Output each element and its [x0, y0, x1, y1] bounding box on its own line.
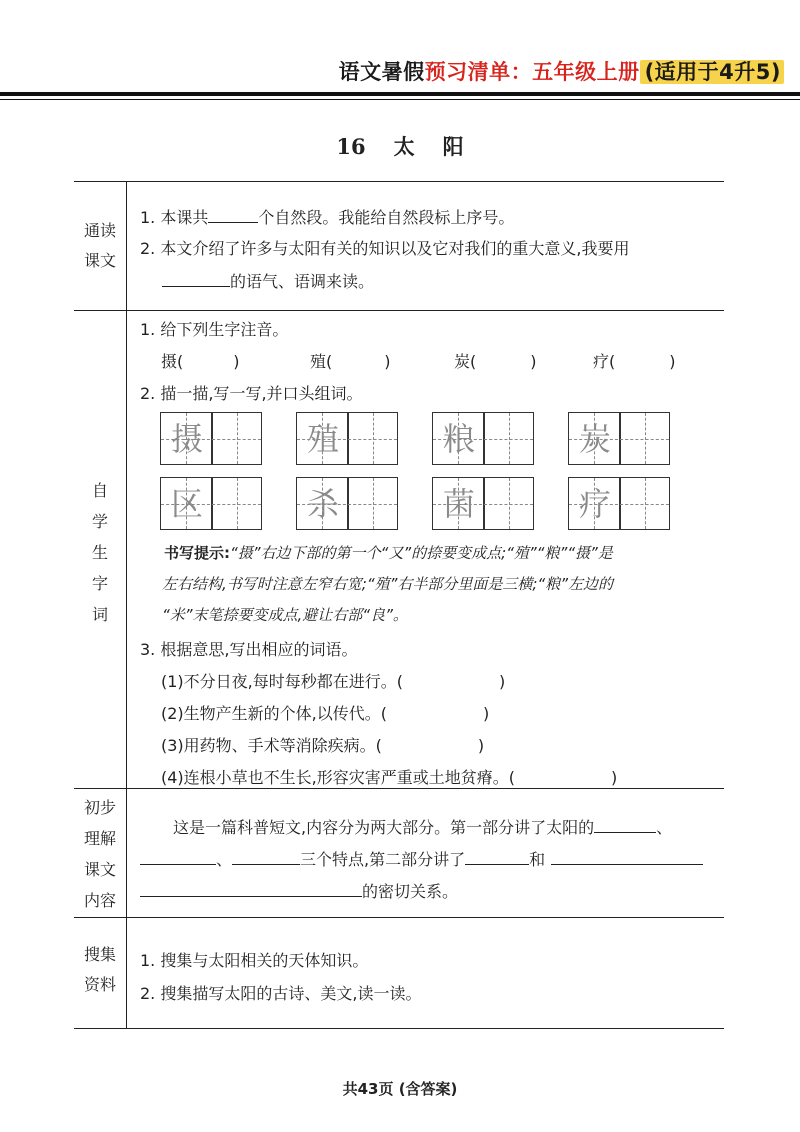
word-item-3-text: (3)用药物、手术等消除疾病。(	[161, 736, 382, 755]
section2-label-2: 学	[91, 512, 108, 531]
char-grid-2[interactable]	[296, 412, 398, 465]
row-divider-1	[74, 310, 724, 311]
word-item-4	[161, 765, 617, 788]
pinyin-item-1	[161, 349, 240, 372]
pinyin-char-1: 摄(	[161, 352, 184, 371]
header-title-a: 语文暑假	[338, 60, 425, 84]
lesson-title-char-1: 太	[393, 134, 415, 159]
s3-line-1	[173, 815, 672, 838]
s3-line-2-b: 三个特点,第二部分讲了	[300, 850, 466, 869]
trace-char-2: 殖	[306, 420, 339, 458]
s4-line-1: 1. 搜集与太阳相关的天体知识。	[140, 951, 369, 970]
s3-line-2	[140, 847, 703, 870]
trace-char-7: 菌	[442, 485, 475, 523]
s1-line-1-b: 个自然段。我能给自然段标上序号。	[258, 208, 515, 227]
sun-feature-blank-1[interactable]	[594, 818, 656, 833]
word-item-2-text: (2)生物产生新的个体,以传代。(	[161, 704, 387, 723]
word-item-3	[161, 733, 484, 756]
table-border-bottom	[74, 1028, 724, 1029]
s4-line-2: 2. 搜集描写太阳的古诗、美文,读一读。	[140, 984, 422, 1003]
s1-line-3-b: 的语气、语调来读。	[230, 272, 375, 291]
section2-label	[74, 475, 126, 630]
word-item-1-text: (1)不分日夜,每时每秒都在进行。(	[161, 672, 403, 691]
table-border-top	[74, 181, 724, 182]
s3-line-2-mid: 、	[216, 850, 233, 869]
section2-label-1: 自	[91, 481, 108, 500]
section3-label-1: 初步	[83, 798, 116, 817]
s1-line-3	[162, 269, 374, 292]
char-grid-3[interactable]	[432, 412, 534, 465]
section3-label-2: 理解	[83, 829, 116, 848]
section1-label	[74, 216, 126, 276]
s3-line-2-c: 和	[529, 850, 546, 869]
char-grid-7[interactable]	[432, 477, 534, 530]
s3-line-1-end: 、	[656, 818, 673, 837]
pinyin-close-2: )	[384, 352, 391, 371]
writing-tip-label: 书写提示:	[164, 544, 230, 562]
section2-label-5: 词	[91, 605, 108, 624]
s1-line-1-a: 1. 本课共	[140, 208, 209, 227]
word-item-2	[161, 701, 489, 724]
trace-char-1: 摄	[170, 420, 203, 458]
sun-feature-blank-3[interactable]	[232, 850, 300, 865]
writing-tip-line-2: 左右结构,书写时注意左窄右宽;“殖”右半部分里面是三横;“粮”左边的	[162, 575, 613, 593]
relation-blank-3[interactable]	[140, 882, 362, 897]
pinyin-char-4: 疗(	[593, 352, 616, 371]
writing-tip-text-1: “摄”右边下部的第一个“又”的捺要变成点;“殖”“粮”“摄”是	[230, 544, 613, 562]
char-grid-6[interactable]	[296, 477, 398, 530]
pinyin-item-2	[310, 349, 391, 372]
s3-line-1-text: 这是一篇科普短文,内容分为两大部分。第一部分讲了太阳的	[173, 818, 595, 837]
header-title-b: 预习清单：五年级上册	[424, 60, 640, 84]
section4-label	[74, 940, 126, 1000]
trace-char-3: 粮	[442, 420, 475, 458]
word-item-4-close: )	[611, 768, 618, 787]
pinyin-char-2: 殖(	[310, 352, 333, 371]
char-grid-4[interactable]	[568, 412, 670, 465]
word-item-4-text: (4)连根小草也不生长,形容灾害严重或土地贫瘠。(	[161, 768, 515, 787]
s3-line-3	[140, 879, 458, 902]
section1-label-1: 通读	[83, 221, 116, 240]
page-footer: 共43页 (含答案)	[342, 1080, 458, 1098]
row-divider-3	[74, 917, 724, 918]
pinyin-close-1: )	[233, 352, 240, 371]
lesson-title	[0, 131, 800, 161]
word-item-2-close: )	[483, 704, 490, 723]
relation-blank-2[interactable]	[551, 850, 703, 865]
paragraph-count-blank[interactable]	[208, 208, 258, 223]
header-title-c: (适用于4升5)	[640, 60, 784, 84]
trace-char-8: 疗	[578, 485, 611, 523]
trace-char-5: 区	[170, 485, 203, 523]
trace-char-6: 杀	[306, 485, 339, 523]
pinyin-close-4: )	[669, 352, 676, 371]
trace-char-4: 炭	[578, 420, 611, 458]
writing-tip-line-3: “米”末笔捺要变成点,避让右部“良”。	[162, 606, 408, 624]
section2-label-3: 生	[91, 543, 108, 562]
word-item-3-close: )	[477, 736, 485, 755]
header-rule-thin	[0, 99, 800, 100]
header-title	[339, 56, 784, 86]
s1-line-2: 2. 本文介绍了许多与太阳有关的知识以及它对我们的重大意义,我要用	[140, 239, 630, 258]
char-grid-1[interactable]	[160, 412, 262, 465]
page-header	[0, 56, 800, 90]
preview-table	[74, 181, 724, 1029]
column-divider	[126, 181, 127, 1029]
lesson-title-char-2: 阳	[442, 134, 464, 159]
writing-tip-line-1	[164, 542, 613, 563]
lesson-number: 16	[336, 134, 366, 159]
row-divider-2	[74, 788, 724, 789]
s2-question-1: 1. 给下列生字注音。	[140, 320, 289, 339]
s2-question-2: 2. 描一描,写一写,并口头组词。	[140, 384, 363, 403]
section1-label-2: 课文	[83, 251, 116, 270]
word-item-1-close: )	[499, 672, 506, 691]
word-item-1	[161, 669, 505, 692]
char-grid-5[interactable]	[160, 477, 262, 530]
pinyin-item-3	[454, 349, 537, 372]
section3-label-4: 内容	[83, 891, 116, 910]
section4-label-2: 资料	[83, 975, 116, 994]
s2-question-3: 3. 根据意思,写出相应的词语。	[140, 640, 358, 659]
section3-label-3: 课文	[83, 860, 116, 879]
s1-line-1	[140, 205, 514, 228]
pinyin-item-4	[593, 349, 676, 372]
section3-label	[74, 792, 126, 916]
header-rule-thick	[0, 92, 800, 96]
char-grid-8[interactable]	[568, 477, 670, 530]
tone-blank[interactable]	[162, 272, 230, 287]
pinyin-char-3: 炭(	[454, 352, 477, 371]
section2-label-4: 字	[91, 574, 108, 593]
relation-blank-1[interactable]	[465, 850, 529, 865]
sun-feature-blank-2[interactable]	[140, 850, 216, 865]
pinyin-close-3: )	[530, 352, 537, 371]
s3-line-3-text: 的密切关系。	[362, 882, 459, 901]
section4-label-1: 搜集	[83, 945, 116, 964]
